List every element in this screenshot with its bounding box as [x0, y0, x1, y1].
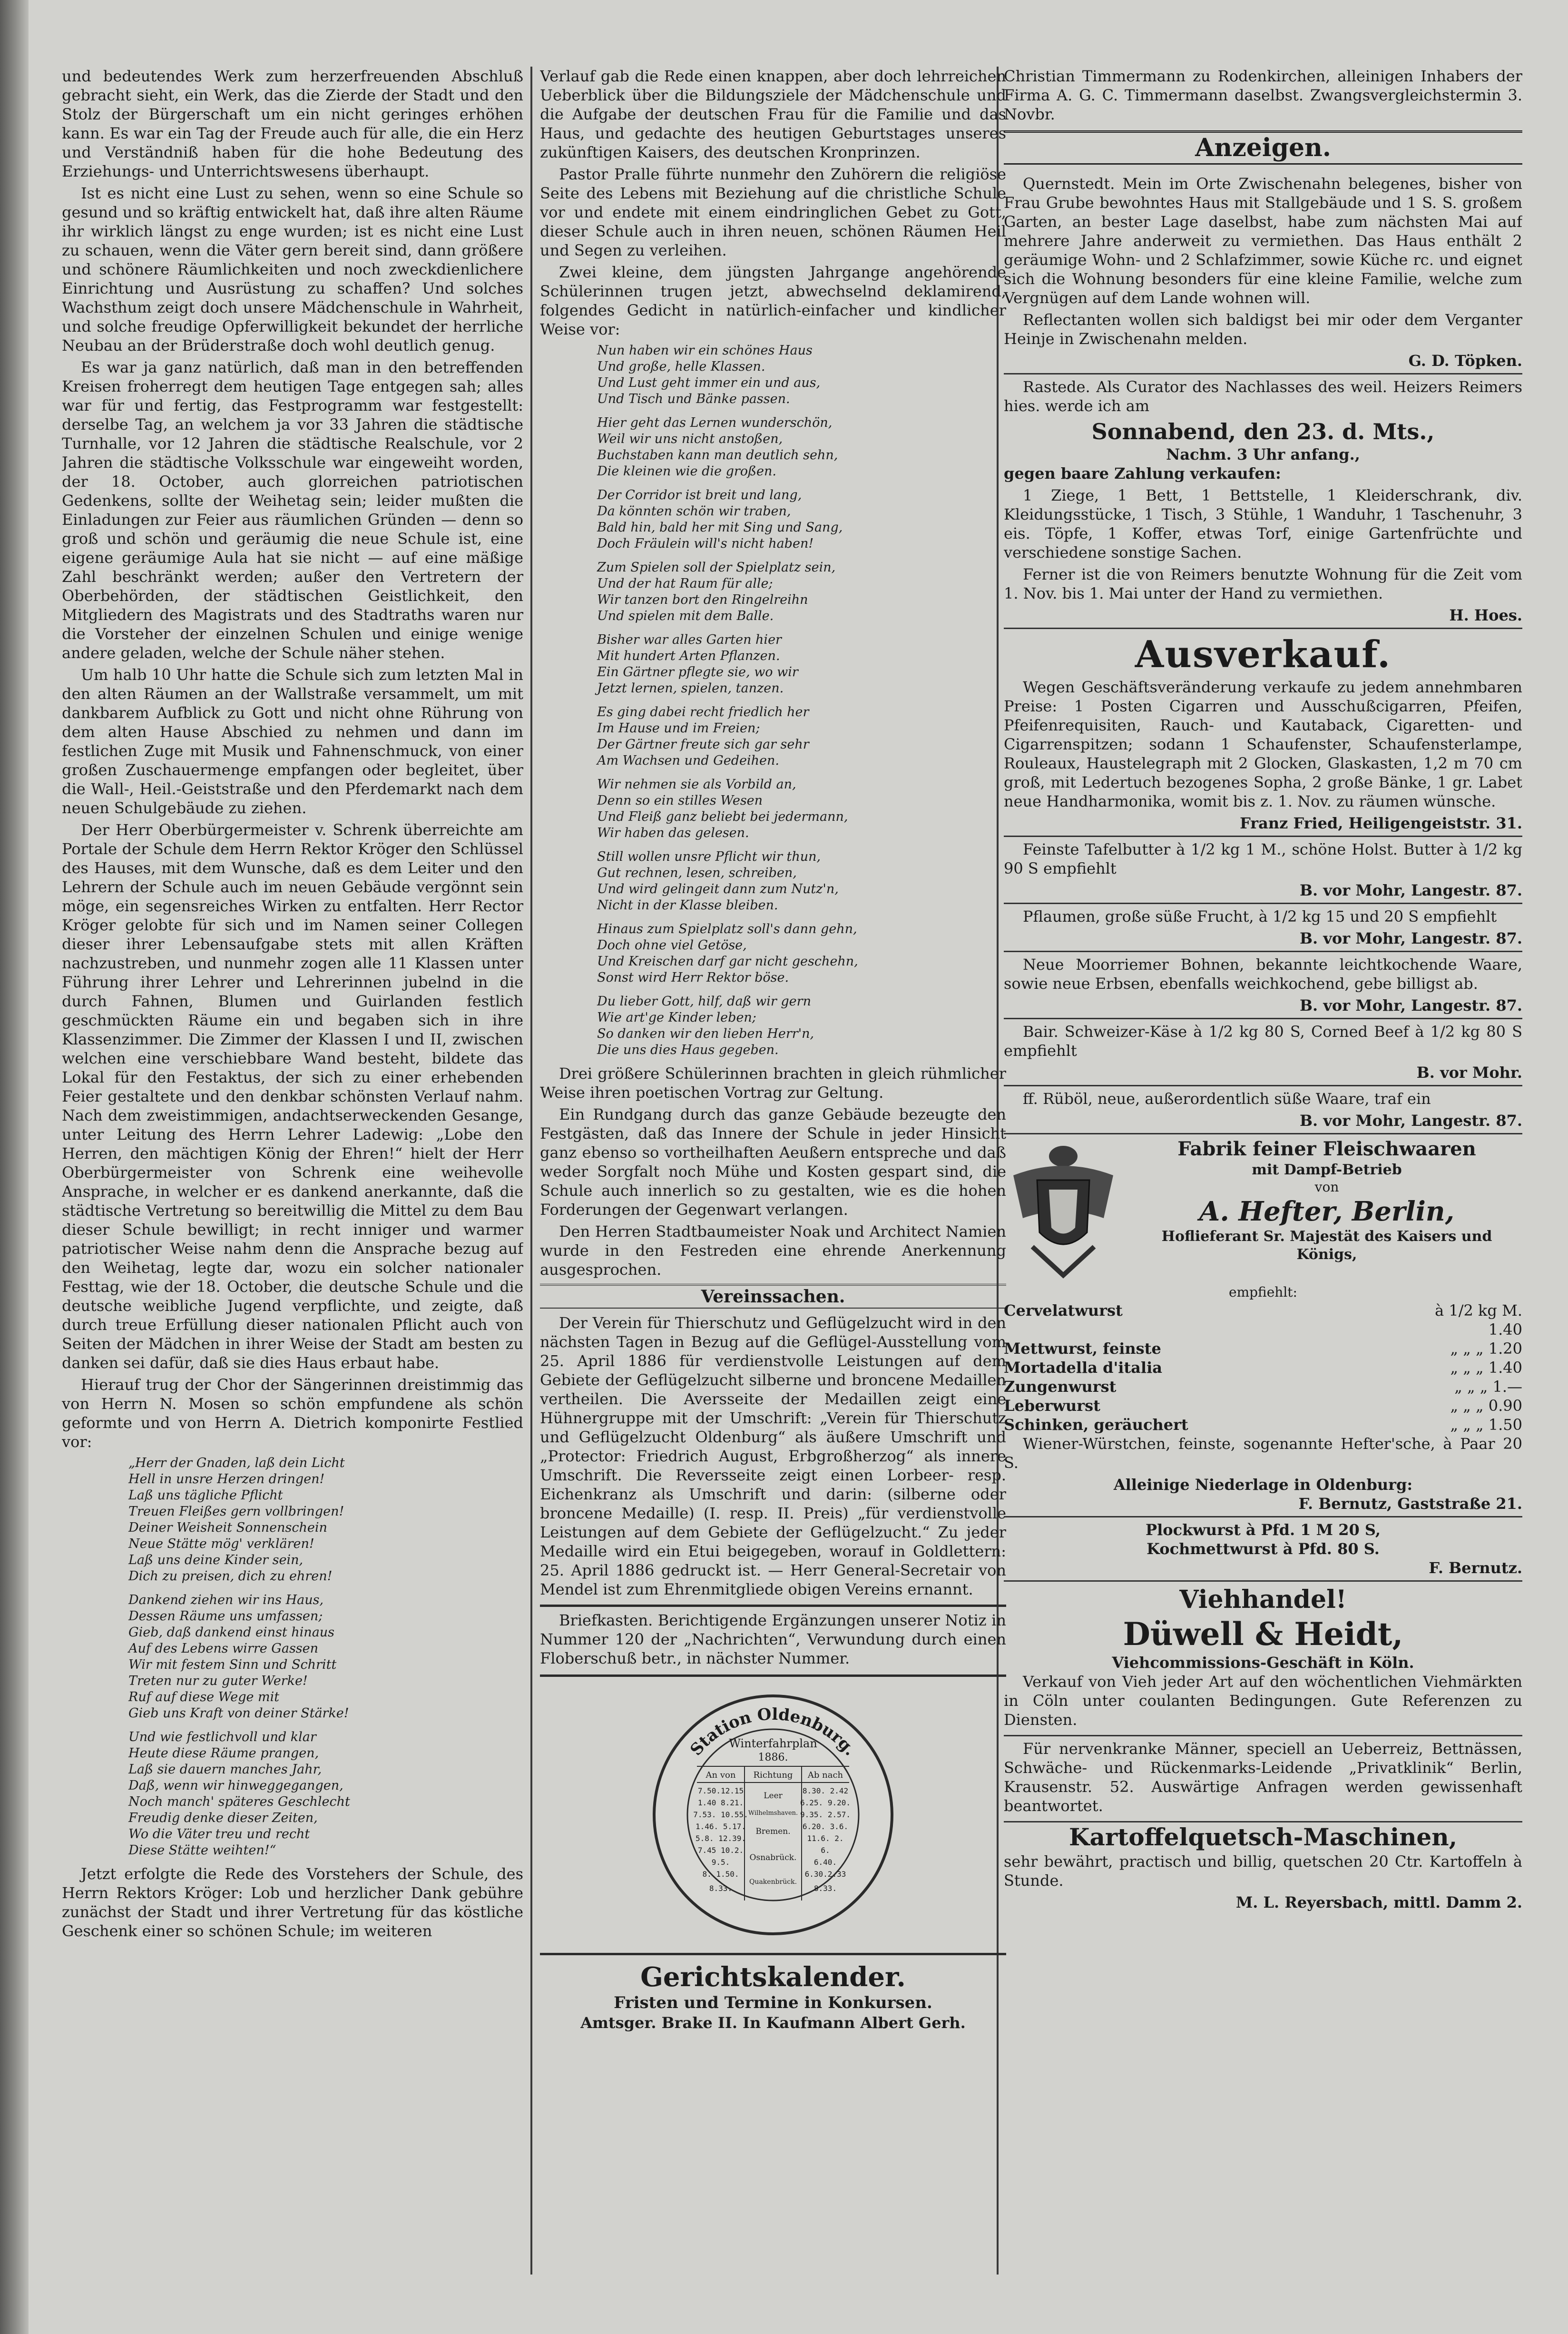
poem-line: Gut rechnen, lesen, schreiben,: [597, 866, 797, 880]
ausverkauf-heading: Ausverkauf.: [1135, 633, 1392, 676]
paragraph: Drei größere Schülerinnen brachten in gleich rühmlicher Weise ihren poetischen Vortrag zur Geltung.: [540, 1064, 1006, 1102]
poem-line: Wir haben das gelesen.: [597, 826, 749, 840]
ad-rastede: [1004, 374, 1522, 629]
ad-signature: M. L. Reyersbach, mittl. Damm 2.: [1235, 1893, 1522, 1911]
poem-line: Es ging dabei recht friedlich her: [597, 705, 809, 719]
paragraph: Um halb 10 Uhr hatte die Schule sich zum letzten Mal in den alten Räumen an der Wallstraße versammelt, um mit dankbarem Aufblick zu Gott und nicht ohne Rührung von dem alten Hause Abschied zu nehmen und dann im festlichen Zuge mit Musik und Fahnenschmuck, von einer großen Zuschauermenge empfangen oder begleitet, über die Wall-, Heil.-Geiststraße und den Pferdemarkt nach dem neuen Schulgebäude zu ziehen.: [62, 666, 523, 817]
ad-signature: B. vor Mohr, Langestr. 87.: [1299, 881, 1522, 899]
viehhandel-title: Viehhandel!: [1179, 1585, 1347, 1614]
an-time: 7.53. 10.55.: [693, 1810, 748, 1819]
poem-line: Laß uns deine Kinder sein,: [128, 1553, 304, 1567]
column-2: [540, 67, 1006, 2313]
poem-line: Still wollen unsre Pflicht wir thun,: [597, 849, 821, 864]
poem-line: Hell in unsre Herzen dringen!: [128, 1472, 325, 1487]
seal-year: 1886.: [758, 1752, 788, 1763]
ad-text: Wegen Geschäftsveränderung verkaufe zu jedem annehmbaren Preise: 1 Posten Cigarren und Ausschußcigarren, Pfeifen, Pfeifenrequisiten, Rauch- und Kautaback, Cigaretten- und Cigarrenspitzen; sodann 1 Schaufenster, Schaufensterlampe, Rouleaux, Haustelegraph mit 2 Glocken, Glaskasten, 1,2 m 70 cm groß, mit Ledertuch bezogenes Sopha, 2 große Bänke, 1 gr. Labet neue Handharmonika, womit bis z. 1. Nov. zu räumen wünsche.: [1004, 678, 1522, 810]
poem-line: Freudig denke dieser Zeiten,: [128, 1811, 318, 1825]
newspaper-page: [29, 0, 1568, 2334]
poem-line: Und der hat Raum für alle;: [597, 576, 773, 591]
ab-time: 8.33.: [813, 1884, 837, 1893]
poem-line: Am Wachsen und Gedeihen.: [597, 753, 779, 768]
an-time: 7.45 10.2.: [697, 1846, 744, 1855]
poem-line: Und große, helle Klassen.: [597, 359, 765, 374]
poem-line: Laß sie dauern manches Jahr,: [128, 1762, 322, 1777]
ad-text: gegen baare Zahlung verkaufen:: [1004, 464, 1281, 483]
header-richtung: Richtung: [753, 1770, 793, 1780]
fabrik-hoflieferant: Hoflieferant Sr. Majestät des Kaisers und Königs,: [1161, 1228, 1492, 1263]
fabrik-subtitle: mit Dampf-Betrieb: [1252, 1162, 1402, 1178]
paragraph: Pastor Pralle führte nunmehr den Zuhörern die religiöse Seite des Lebens mit Beziehung auf die christliche Schule vor und endete mit einem eindringlichen Gebet zu Gott, dieser Schule auch in ihren neuen, schönen Räumen Heil und Segen zu verleihen.: [540, 165, 1006, 259]
ad-rueboel: [1004, 1086, 1522, 1134]
product-price: „ „ „ 1.20: [1450, 1339, 1522, 1358]
ab-time: 9.35. 2.57.: [800, 1810, 851, 1819]
poem-line: Nicht in der Klasse bleiben.: [597, 898, 778, 913]
ad-signature: F. Bernutz, Gaststraße 21.: [1298, 1495, 1522, 1513]
ad-ausverkauf: [1004, 629, 1522, 837]
poem-line: Gieb uns Kraft von deiner Stärke!: [128, 1706, 349, 1721]
poem-line: Und wie festlichvoll und klar: [128, 1730, 316, 1744]
poem-line: Bald hin, bald her mit Sing und Sang,: [597, 520, 843, 535]
gerichtskalender-entry: Amtsger. Brake II. In Kaufmann Albert Gerh.: [580, 2014, 966, 2032]
ab-time: 8.30. 2.42: [802, 1786, 849, 1795]
ad-time: Nachm. 3 Uhr anfang.,: [1166, 445, 1360, 463]
poem-line: Auf des Lebens wirre Gassen: [128, 1641, 319, 1656]
ad-text: Rastede. Als Curator des Nachlasses des weil. Heizers Reimers hies. werde ich am: [1004, 378, 1522, 415]
fabrik-name: A. Hefter, Berlin,: [1199, 1196, 1455, 1227]
poem-line: Treten nur zu guter Werke!: [128, 1674, 308, 1688]
poem-line: Da könnten schön wir traben,: [597, 504, 791, 519]
seal-subtitle: Winterfahrplan: [729, 1737, 817, 1750]
ad-signature: B. vor Mohr.: [1416, 1064, 1522, 1082]
ad-signature: Franz Fried, Heiligengeiststr. 31.: [1240, 814, 1522, 832]
paragraph: Jetzt erfolgte die Rede des Vorstehers der Schule, des Herrn Rektors Kröger: Lob und herzlicher Dank gebühre zunächst der Stadt und ihrer Vertretung für das köstliche Geschenk einer so schönen Schule; im weiteren: [62, 1865, 523, 1940]
poem-line: Hier geht das Lernen wunderschön,: [597, 415, 833, 430]
fabrik-title: Fabrik feiner Fleischwaaren: [1177, 1138, 1476, 1160]
ad-quernstedt: [1004, 171, 1522, 374]
ad-bohnen: [1004, 952, 1522, 1019]
poem-line: Und spielen mit dem Balle.: [597, 609, 774, 623]
festlied-poem: [128, 1455, 523, 1859]
ad-text: Pflaumen, große süße Frucht, à 1/2 kg 15 und 20 S empfiehlt: [1023, 907, 1497, 926]
poem-line: Wie art'ge Kinder leben;: [597, 1010, 756, 1025]
poem-line: Die uns dies Haus gegeben.: [597, 1043, 779, 1057]
seal-title: Station Oldenburg.: [686, 1704, 860, 1760]
poem-line: Du lieber Gott, hilf, daß wir gern: [597, 994, 811, 1009]
paragraph: und bedeutendes Werk zum herzerfreuenden Abschluß gebracht sieht, ein Werk, das die Zierde der Stadt und den Stolz der Bürgerschaft um ein nicht geringes erhöhen kann. Es war ein Tag der Freude auch für alle, die ein Herz und Verständniß haben für die hohe Bedeutung des Erziehungs- und Unterrichtswesens überhaupt.: [62, 67, 523, 180]
price-row: [1004, 1339, 1522, 1358]
poem-line: Neue Stätte mög' verklären!: [128, 1536, 314, 1551]
poem-line: Bisher war alles Garten hier: [597, 632, 782, 647]
station-timetable-seal: [649, 1691, 897, 1939]
ad-text: Wiener-Würstchen, feinste, sogenannte Hefter'sche, à Paar 20 S.: [1004, 1435, 1522, 1472]
ab-time: 6.40.: [813, 1858, 837, 1867]
ad-fleischwaaren: [1004, 1134, 1522, 1517]
an-time: 5.8. 12.39.: [696, 1834, 746, 1843]
poem-line: Nun haben wir ein schönes Haus: [597, 343, 813, 358]
column-3: [1004, 67, 1522, 2313]
direction: Wilhelmshaven.: [748, 1810, 798, 1817]
paragraph: Ist es nicht eine Lust zu sehen, wenn so eine Schule so gesund und so kräftig entwickelt hat, daß ihre alten Räume ihr wirklich längst zu enge wurden; ist es nicht eine Lust zu schauen, wenn die Väter gern bereit sind, dann größere und schönere Räumlichkeiten und noch zweckdienlichere Einrichtung und Ausrüstung zu schaffen? Und solches Wachsthum zeigt doch unsere Mädchenschule in Wahrheit, und solche freudige Opferwilligkeit bekundet der herrliche Neubau an der Brüderstraße doch wohl deutlich genug.: [62, 184, 523, 355]
poem-line: Doch ohne viel Getöse,: [597, 938, 747, 953]
ad-pflaumen: [1004, 904, 1522, 952]
an-time: 1.46. 5.17.: [696, 1822, 746, 1831]
product-name: Zungenwurst: [1004, 1378, 1117, 1396]
product-price: „ „ „ 1.40: [1450, 1359, 1522, 1377]
ad-kaese: [1004, 1019, 1522, 1086]
poem-line: Denn so ein stilles Wesen: [597, 793, 763, 808]
poem-line: Mit hundert Arten Pflanzen.: [597, 649, 780, 663]
ad-text: Reflectanten wollen sich baldigst bei mir oder dem Verganter Heinje in Zwischenahn melden.: [1004, 311, 1522, 348]
ad-signature: H. Hoes.: [1449, 606, 1522, 624]
ab-time: 6.20. 3.6.: [802, 1822, 849, 1831]
ad-date: Sonnabend, den 23. d. Mts.,: [1091, 419, 1435, 444]
ad-viehhandel: [1004, 1582, 1522, 1736]
ad-signature: B. vor Mohr, Langestr. 87.: [1299, 929, 1522, 947]
briefkasten: [540, 1605, 1006, 1677]
ad-text: Quernstedt. Mein im Orte Zwischenahn belegenes, bisher von Frau Grube bewohntes Haus mit Stallgebäude und 1 S. S. großem Garten, an bester Lage daselbst, habe zum nächsten Mai auf mehrere Jahre anderweit zu vermiethen. Das Haus enthält 2 geräumige Wohn- und 2 Schlafzimmer, sowie Küche rc. und eignet sich die Wohnung besonders für eine kleine Familie, welche zum Vergnügen auf dem Lande wohnen will.: [1004, 175, 1522, 307]
ad-text: Neue Moorriemer Bohnen, bekannte leichtkochende Waare, sowie neue Erbsen, ebenfalls weichkochend, gebe billigst ab.: [1004, 955, 1522, 993]
direction: Bremen.: [755, 1827, 791, 1836]
poem-line: So danken wir den lieben Herr'n,: [597, 1026, 814, 1041]
poem-line: Deiner Weisheit Sonnenschein: [128, 1520, 327, 1535]
poem-line: Wir tanzen bort den Ringelreihn: [597, 592, 808, 607]
product-price: „ „ „ 1.—: [1454, 1378, 1522, 1396]
an-time: 8.33.: [709, 1884, 733, 1893]
ab-time: 6.30.2.33: [804, 1870, 846, 1879]
poem-line: Buchstaben kann man deutlich sehn,: [597, 448, 838, 463]
fabrik-empfiehlt: empfiehlt:: [1229, 1284, 1297, 1300]
paragraph: Verlauf gab die Rede einen knappen, aber doch lehrreichen Ueberblick über die Bildungsziele der Mädchenschule und die Aufgabe der deutschen Frau für die Familie und das Haus, und gedachte des heutigen Geburtstages unseres zukünftigen Kaisers, des deutschen Kronprinzen.: [540, 67, 1006, 161]
ab-time: 11.6. 2.: [807, 1834, 844, 1843]
ad-text: ff. Rüböl, neue, außerordentlich süße Waare, traf ein: [1023, 1090, 1431, 1108]
book-spine: [0, 0, 29, 2334]
poem-line: Und Fleiß ganz beliebt bei jedermann,: [597, 809, 848, 824]
poem-line: Ruf auf diese Wege mit: [128, 1690, 280, 1704]
anzeigen-heading: Anzeigen.: [1004, 130, 1522, 165]
kartoffel-title: Kartoffelquetsch-Maschinen,: [1068, 1823, 1457, 1851]
an-time: 7.50.12.15: [697, 1786, 744, 1795]
paragraph: Der Verein für Thierschutz und Geflügelzucht wird in den nächsten Tagen in Bezug auf die Geflügel-Ausstellung vom 25. April 1886 für verdienstvolle Leistungen auf dem Gebiete der Geflügelzucht silberne und broncene Medaillen vertheilen. Die Aversseite der Medaillen zeigt eine Hühnergruppe mit der Umschrift: „Verein für Thierschutz und Geflügelzucht Oldenburg“ als äußere Umschrift und „Protector: Friedrich August, Erbgroßherzog“ als innere Umschrift. Die Reversseite zeigt einen Lorbeer- resp. Eichenkranz als Umschrift und darin: (silberne oder broncene Medaille) (I. resp. II. Preis) „für verdienstvolle Leistungen auf dem Gebiete der Geflügelzucht.“ Zu jeder Medaille wird ein Etui beigegeben, worauf in Goldlettern: 25. April 1886 gedruckt ist. — Herr General-Secretair von Mendel ist zum Ehrenmitgliede obigen Vereins ernannt.: [540, 1314, 1006, 1598]
viehhandel-firm: Düwell & Heidt,: [1123, 1615, 1403, 1653]
poem-line: Doch Fräulein will's nicht haben!: [597, 536, 814, 551]
ad-butter: [1004, 837, 1522, 904]
column-rule: [530, 67, 532, 2275]
ad-signature: B. vor Mohr, Langestr. 87.: [1299, 1112, 1522, 1130]
poem-line: Daß, wenn wir hinweggegangen,: [128, 1778, 343, 1793]
ad-text: Feinste Tafelbutter à 1/2 kg 1 M., schöne Holst. Butter à 1/2 kg 90 S empfiehlt: [1004, 840, 1522, 877]
ad-text: Verkauf von Vieh jeder Art auf den wöchentlichen Viehmärkten in Cöln unter coulanten Bedingungen. Gute Referenzen zu Diensten.: [1004, 1673, 1522, 1729]
header-ab: Ab nach: [807, 1770, 843, 1780]
product-price: „ „ „ 1.50: [1450, 1416, 1522, 1434]
paragraph: Den Herren Stadtbaumeister Noak und Architect Namien wurde in den Festreden eine ehrende Anerkennung ausgesprochen.: [540, 1222, 1006, 1279]
ad-text: sehr bewährt, practisch und billig, quetschen 20 Ctr. Kartoffeln à Stunde.: [1004, 1852, 1522, 1890]
direction: Quakenbrück.: [749, 1878, 797, 1886]
product-name: Mortadella d'italia: [1004, 1359, 1162, 1377]
price-row: [1004, 1396, 1522, 1415]
poem-line: Wo die Väter treu und recht: [128, 1827, 310, 1842]
ad-kartoffel: [1004, 1822, 1522, 1912]
header-an: An von: [706, 1770, 736, 1780]
price-row: [1004, 1377, 1522, 1396]
product-name: Mettwurst, feinste: [1004, 1339, 1161, 1358]
niederlage-label: Alleinige Niederlage in Oldenburg:: [1113, 1476, 1413, 1494]
poem-line: Der Corridor ist breit und lang,: [597, 488, 802, 502]
poem-line: Zum Spielen soll der Spielplatz sein,: [597, 560, 836, 575]
ad-signature: G. D. Töpken.: [1408, 352, 1522, 370]
ad-text: Für nervenkranke Männer, speciell an Ueberreiz, Bettnässen, Schwäche- und Rückenmarks-Leidende „Privatklinik“ Berlin, Krausenstr. 52. Auswärtige Anfragen werden gewissenhaft beantwortet.: [1004, 1740, 1522, 1815]
poem-line: Und wird gelingeit dann zum Nutz'n,: [597, 882, 839, 896]
poem-line: Laß uns tägliche Pflicht: [128, 1488, 283, 1503]
poem-line: Weil wir uns nicht anstoßen,: [597, 432, 783, 446]
ad-signature: B. vor Mohr, Langestr. 87.: [1299, 996, 1522, 1014]
poem-line: Heute diese Räume prangen,: [128, 1746, 319, 1761]
product-name: Schinken, geräuchert: [1004, 1416, 1188, 1434]
an-time: 9.5.: [711, 1858, 730, 1867]
poem-line: Gieb, daß dankend einst hinaus: [128, 1625, 335, 1640]
poem-line: Hinaus zum Spielplatz soll's dann gehn,: [597, 922, 857, 936]
poem-line: Die kleinen wie die großen.: [597, 464, 777, 479]
paragraph: Zwei kleine, dem jüngsten Jahrgange angehörende Schülerinnen trugen jetzt, abwechselnd deklamirend, folgendes Gedicht in natürlich-einfacher und kindlicher Weise vor:: [540, 263, 1006, 338]
poem-line: Dich zu preisen, dich zu ehren!: [128, 1569, 333, 1584]
paragraph: Hierauf trug der Chor der Sängerinnen dreistimmig das von Herrn N. Mosen so schön empfundene als schön geformte und von Herrn A. Dietrich komponirte Festlied vor:: [62, 1376, 523, 1451]
column-1: [62, 67, 523, 2313]
product-price: „ „ „ 0.90: [1450, 1397, 1522, 1415]
paragraph: Christian Timmermann zu Rodenkirchen, alleinigen Inhabers der Firma A. G. C. Timmermann daselbst. Zwangsvergleichstermin 3. Novbr.: [1004, 67, 1522, 123]
poem-line: „Herr der Gnaden, laß dein Licht: [128, 1456, 345, 1470]
gerichtskalender-subtitle: Fristen und Termine in Konkursen.: [614, 1993, 932, 2012]
paragraph: Ein Rundgang durch das ganze Gebäude bezeugte den Festgästen, daß das Innere der Schule in jeder Hinsicht ganz ebenso so vortheilhaften Aeußern entspreche und daß weder Sorgfalt noch Mühe und Kosten gespart sind, die Schule auch innerlich so zu gestalten, wie es die hohen Forderungen der Gegenwart verlangen.: [540, 1105, 1006, 1219]
viehhandel-subtitle: Viehcommissions-Geschäft in Köln.: [1112, 1654, 1414, 1672]
ad-text: Ferner ist die von Reimers benutzte Wohnung für die Zeit vom 1. Nov. bis 1. Mai unter der Hand zu vermiethen.: [1004, 565, 1522, 602]
ab-time: 6.: [821, 1846, 830, 1855]
price-row: [1004, 1415, 1522, 1434]
section-title-vereinssachen: Vereinssachen.: [540, 1284, 1006, 1309]
paragraph: Es war ja ganz natürlich, daß man in den betreffenden Kreisen froherregt dem heutigen Tage entgegen sah; alles war für und fertig, das Festprogramm war festgestellt: derselbe Tag, an welchem ja vor 33 Jahren die städtische Turnhalle, vor 12 Jahren die städtische Realschule, vor 2 Jahren die städtische Volksschule war eingeweiht worden, der 18. October, auch glorreichen patriotischen Gedenkens, sollte der Weihetag sein; leider mußten die Einladungen zur Feier aus räumlichen Gründen — denn so groß und schön und geräumig die neue Schule ist, eine eigene geräumige Aula hat sie nicht — auf eine mäßige Zahl beschränkt werden; außer den Vertretern der Oberbehörden, der städtischen Geistlichkeit, den Mitgliedern des Magistrats und des Stadtraths waren nur die Vorsteher der einzelnen Schulen und einige wenige andere geladen, welche der Schule näher stehen.: [62, 358, 523, 662]
poem-line: Sonst wird Herr Rektor böse.: [597, 970, 789, 985]
poem-line: Dessen Räume uns umfassen;: [128, 1609, 323, 1624]
poem-line: Noch manch' späteres Geschlecht: [128, 1794, 350, 1809]
poem-line: Und Lust geht immer ein und aus,: [597, 375, 821, 390]
poem-line: Wir mit festem Sinn und Schritt: [128, 1657, 337, 1672]
ad-line: Plockwurst à Pfd. 1 M 20 S,: [1146, 1521, 1381, 1539]
an-time: 1.40 8.21.: [697, 1798, 744, 1807]
an-time: 8. 1.50.: [702, 1870, 739, 1879]
poem-line: Im Hause und im Freien;: [597, 721, 760, 736]
ad-text: 1 Ziege, 1 Bett, 1 Bettstelle, 1 Kleiderschrank, div. Kleidungsstücke, 1 Tisch, 3 Stühle, 1 Wanduhr, 1 Taschenuhr, 3 eis. Töpfe, 1 Koffer, etwas Torf, einige Gartenfrüchte und verschiedene sonstige Sachen.: [1004, 486, 1522, 561]
price-row: [1004, 1358, 1522, 1377]
product-name: Leberwurst: [1004, 1397, 1100, 1415]
briefkasten-text: Briefkasten. Berichtigende Ergänzungen unserer Notiz in Nummer 120 der „Nachrichten“, Verwundung durch einen Floberschuß betr., in nächster Nummer.: [540, 1611, 1006, 1667]
poem-line: Ein Gärtner pflegte sie, wo wir: [597, 665, 798, 680]
ad-privatklinik: [1004, 1736, 1522, 1822]
direction: Osnabrück.: [749, 1853, 797, 1862]
poem-line: Treuen Fleißes gern vollbringen!: [128, 1504, 344, 1519]
price-row: [1004, 1301, 1522, 1339]
ad-line: Kochmettwurst à Pfd. 80 S.: [1147, 1540, 1380, 1558]
ad-signature: F. Bernutz.: [1429, 1559, 1522, 1577]
poem-line: Jetzt lernen, spielen, tanzen.: [597, 681, 784, 696]
paragraph: Der Herr Oberbürgermeister v. Schrenk überreichte am Portale der Schule dem Herrn Rektor Kröger den Schlüssel des Hauses, mit dem Wunsche, daß es dem Leiter und den Lehrern der Schule auch im neuen Gebäude vergönnt sein möge, ein segensreiches Wirken zu entfalten. Herr Rector Kröger gelobte für sich und im Namen seiner Collegen dieser ihrer Lebensaufgabe stets mit allen Kräften nachzustreben, und nunmehr zogen alle 11 Klassen unter Führung ihrer Lehrer und Lehrerinnen jubelnd in die durch Fahnen, Blumen und Guirlanden festlich geschmückten Räume ein und begaben sich in ihre Klassenzimmer. Die Zimmer der Klassen I und II, zwischen welchen eine verschiebbare Wand besteht, bildete das Lokal für den Festaktus, der sich zu einer erhebenden Feier gestaltete und den denkbar schönsten Verlauf nahm. Nach dem zweistimmigen, andachtserweckenden Gesange, unter Leitung des Herrn Lehrer Ladewig: „Lobe den Herren, den mächtigen König der Ehren!“ hielt der Herr Oberbürgermeister von Schrenk eine weihevolle Ansprache, in welcher er es dankend anerkannte, daß die städtische Vertretung so bereitwillig die Mittel zu dem Bau dieser Schule bewilligt; in recht inniger und warmer patriotischer Weise nahm denn die Ansprache bezug auf den Weihetag, legte dar, wozu ein solcher nationaler Festtag, wie der 18. October, die deutsche Schule und die deutsche weibliche Jugend verpflichte, und zeigte, daß durch treue Erfüllung dieser nationalen Pflicht auch von Seiten der Mädchen in ihrer Weise der Stadt am besten zu danken sei dafür, daß sie dies Haus erbaut habe.: [62, 821, 523, 1372]
imperial-eagle-icon: [1004, 1137, 1123, 1280]
gerichtskalender-title: Gerichtskalender.: [540, 1953, 1006, 1992]
fabrik-von: von: [1314, 1179, 1339, 1195]
poem-line: Und Kreischen darf gar nicht geschehn,: [597, 954, 858, 969]
ab-time: 6.25. 9.20.: [800, 1798, 851, 1807]
poem-line: Und Tisch und Bänke passen.: [597, 392, 790, 406]
ad-text: Bair. Schweizer-Käse à 1/2 kg 80 S, Corned Beef à 1/2 kg 80 S empfiehlt: [1004, 1023, 1522, 1060]
poem-line: Der Gärtner freute sich gar sehr: [597, 737, 809, 752]
product-price: à 1/2 kg M. 1.40: [1435, 1301, 1522, 1339]
poem-line: Diese Stätte weihten!“: [128, 1843, 276, 1858]
product-name: Cervelatwurst: [1004, 1301, 1123, 1320]
direction: Leer: [764, 1791, 783, 1801]
ad-plockwurst: [1004, 1517, 1522, 1582]
poem-line: Dankend ziehen wir ins Haus,: [128, 1593, 324, 1607]
poem-line: Wir nehmen sie als Vorbild an,: [597, 777, 796, 792]
children-poem: [597, 343, 1006, 1058]
